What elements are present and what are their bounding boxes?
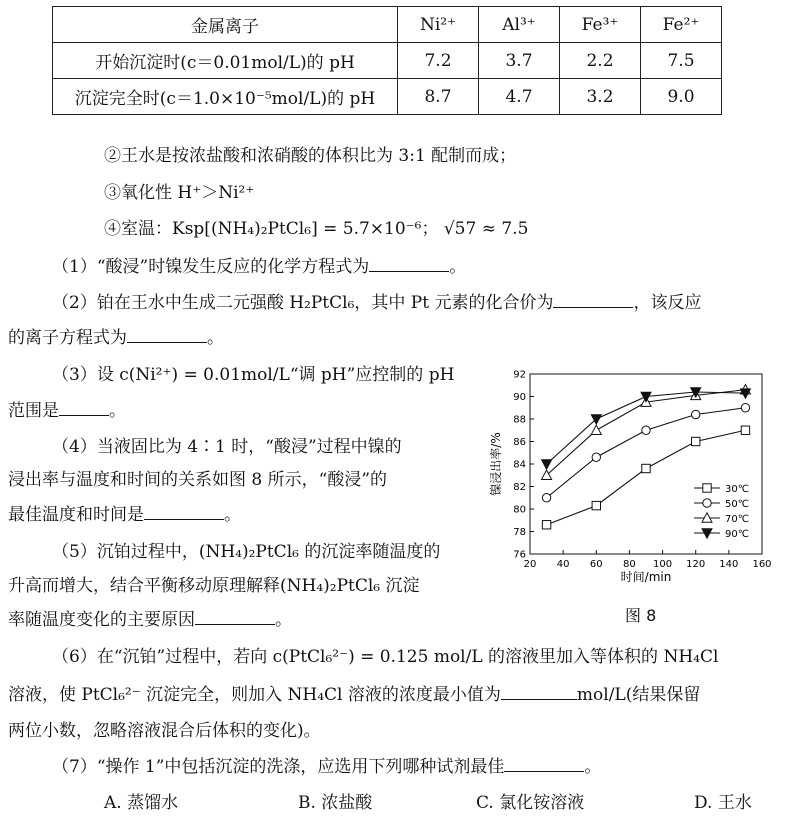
note-oxidizing-order: ③氧化性 H⁺＞Ni²⁺ bbox=[104, 183, 255, 203]
question-5-line-3 bbox=[8, 605, 292, 630]
y-tick-label: 80 bbox=[513, 504, 526, 516]
option-b[interactable]: B. 浓盐酸 bbox=[298, 793, 373, 813]
period: 。 bbox=[109, 401, 126, 421]
table-header-cell: 金属离子 bbox=[53, 7, 398, 43]
question-4-line-2: 浸出率与温度和时间的关系如图 8 所示，“酸浸”的 bbox=[8, 470, 388, 490]
table-cell: 2.2 bbox=[560, 43, 641, 79]
data-point bbox=[642, 464, 650, 472]
series-line bbox=[547, 408, 746, 498]
question-2-text: （2）铂在王水中生成二元强酸 H₂PtCl₆，其中 Pt 元素的化合价为 bbox=[52, 293, 554, 313]
table-cell: 8.7 bbox=[398, 79, 479, 115]
answer-blank[interactable] bbox=[553, 293, 633, 308]
question-5-text-3: 率随温度变化的主要原因 bbox=[8, 610, 195, 630]
nickel-leaching-chart bbox=[478, 360, 778, 600]
question-7-text: （7）“操作 1”中包括沉淀的洗涤，应选用下列哪种试剂最佳 bbox=[52, 757, 505, 777]
table-cell: 7.2 bbox=[398, 43, 479, 79]
table-row bbox=[53, 43, 722, 79]
table-header-cell: Fe²⁺ bbox=[641, 7, 722, 43]
question-1 bbox=[52, 252, 466, 277]
question-6-line-2 bbox=[8, 680, 700, 705]
data-point bbox=[741, 404, 749, 412]
y-tick-label: 78 bbox=[513, 527, 526, 538]
question-4: （4）当液固比为 4∶1 时，“酸浸”过程中镍的 bbox=[52, 437, 402, 457]
figure-caption: 图 8 bbox=[625, 606, 657, 625]
legend-label: 30℃ bbox=[725, 484, 749, 495]
answer-blank[interactable] bbox=[195, 610, 275, 625]
period: 。 bbox=[224, 505, 241, 525]
table-cell: 9.0 bbox=[641, 79, 722, 115]
data-point bbox=[592, 501, 600, 509]
table-header-cell: Al³⁺ bbox=[479, 7, 560, 43]
answer-blank[interactable] bbox=[59, 401, 109, 416]
y-tick-label: 76 bbox=[513, 549, 526, 561]
x-tick-label: 40 bbox=[556, 559, 570, 570]
question-3-line-2 bbox=[8, 396, 126, 421]
x-tick-label: 80 bbox=[623, 559, 636, 570]
x-tick-label: 60 bbox=[589, 559, 603, 570]
data-point bbox=[542, 521, 550, 529]
table-cell: 4.7 bbox=[479, 79, 560, 115]
data-point bbox=[692, 410, 700, 418]
table-cell: 3.2 bbox=[560, 79, 641, 115]
question-7 bbox=[52, 752, 601, 777]
question-3: （3）设 c(Ni²⁺) = 0.01mol/L“调 pH”应控制的 pH bbox=[52, 365, 455, 385]
period: 。 bbox=[275, 610, 292, 630]
data-point bbox=[692, 437, 700, 445]
answer-blank[interactable] bbox=[501, 685, 577, 700]
x-tick-label: 140 bbox=[719, 559, 739, 570]
table-row bbox=[53, 79, 722, 115]
data-point bbox=[741, 426, 749, 434]
series-line bbox=[547, 430, 746, 525]
x-tick-label: 120 bbox=[686, 559, 706, 570]
answer-blank[interactable] bbox=[369, 257, 449, 272]
table-cell: 3.7 bbox=[479, 43, 560, 79]
legend-label: 70℃ bbox=[725, 514, 749, 525]
x-axis-label: 时间/min bbox=[620, 570, 672, 584]
option-a[interactable]: A. 蒸馏水 bbox=[104, 793, 179, 813]
table-header-row bbox=[53, 7, 722, 43]
x-tick-label: 100 bbox=[653, 559, 673, 570]
legend-marker bbox=[703, 499, 711, 507]
y-tick-label: 92 bbox=[513, 369, 526, 381]
x-tick-label: 160 bbox=[752, 559, 772, 570]
note-ksp: ④室温：Ksp[(NH₄)₂PtCl₆] = 5.7×10⁻⁶； √57 ≈ 7.5 bbox=[104, 219, 529, 239]
period: 。 bbox=[207, 328, 224, 348]
question-6: （6）在“沉铂”过程中，若向 c(PtCl₆²⁻) = 0.125 mol/L 的溶液里加入等体积的 NH₄Cl bbox=[52, 647, 719, 667]
data-point bbox=[642, 426, 650, 434]
table-row-label: 沉淀完全时(c＝1.0×10⁻⁵mol/L)的 pH bbox=[53, 79, 398, 115]
table-header-cell: Fe³⁺ bbox=[560, 7, 641, 43]
question-2 bbox=[52, 288, 701, 313]
question-2-line-2 bbox=[8, 323, 224, 348]
table-header-cell: Ni²⁺ bbox=[398, 7, 479, 43]
question-1-text: （1）“酸浸”时镍发生反应的化学方程式为 bbox=[52, 257, 370, 277]
answer-blank[interactable] bbox=[127, 328, 207, 343]
table-cell: 7.5 bbox=[641, 43, 722, 79]
question-2-continuation: ，该反应 bbox=[633, 293, 702, 313]
legend-marker bbox=[703, 484, 711, 492]
question-2-text-2: 的离子方程式为 bbox=[8, 328, 127, 348]
y-tick-label: 86 bbox=[513, 437, 526, 448]
question-4-line-3 bbox=[8, 500, 241, 525]
option-d[interactable]: D. 王水 bbox=[694, 793, 752, 813]
y-axis-label: 镍浸出率/% bbox=[489, 432, 503, 496]
answer-blank[interactable] bbox=[504, 757, 584, 772]
data-point bbox=[542, 460, 552, 469]
legend-label: 50℃ bbox=[725, 499, 749, 510]
option-c[interactable]: C. 氯化铵溶液 bbox=[476, 793, 585, 813]
y-tick-label: 88 bbox=[513, 414, 526, 426]
question-5-line-2: 升高而增大，结合平衡移动原理解释(NH₄)₂PtCl₆ 沉淀 bbox=[8, 576, 420, 596]
data-point bbox=[591, 425, 601, 434]
y-tick-label: 84 bbox=[513, 459, 526, 471]
question-3-text-2: 范围是 bbox=[8, 401, 59, 421]
x-tick-label: 20 bbox=[523, 559, 537, 570]
question-6-text-3: mol/L(结果保留 bbox=[576, 685, 701, 705]
question-6-line-3: 两位小数，忽略溶液混合后体积的变化)。 bbox=[8, 721, 321, 741]
period: 。 bbox=[584, 757, 602, 777]
metal-ion-ph-table bbox=[52, 6, 722, 115]
data-point bbox=[542, 494, 550, 502]
answer-blank[interactable] bbox=[144, 505, 224, 520]
data-point bbox=[641, 392, 651, 401]
note-aqua-regia: ②王水是按浓盐酸和浓硝酸的体积比为 3:1 配制而成； bbox=[104, 146, 517, 166]
y-tick-label: 82 bbox=[513, 482, 526, 493]
table-row-label: 开始沉淀时(c＝0.01mol/L)的 pH bbox=[53, 43, 398, 79]
question-4-text-3: 最佳温度和时间是 bbox=[8, 505, 144, 525]
y-tick-label: 90 bbox=[513, 392, 526, 403]
period: 。 bbox=[449, 257, 467, 277]
question-6-text-2: 溶液，使 PtCl₆²⁻ 沉淀完全，则加入 NH₄Cl 溶液的浓度最小值为 bbox=[8, 685, 501, 705]
legend-label: 90℃ bbox=[725, 529, 749, 540]
question-5: （5）沉铂过程中，(NH₄)₂PtCl₆ 的沉淀率随温度的 bbox=[52, 542, 441, 562]
data-point bbox=[592, 453, 600, 461]
